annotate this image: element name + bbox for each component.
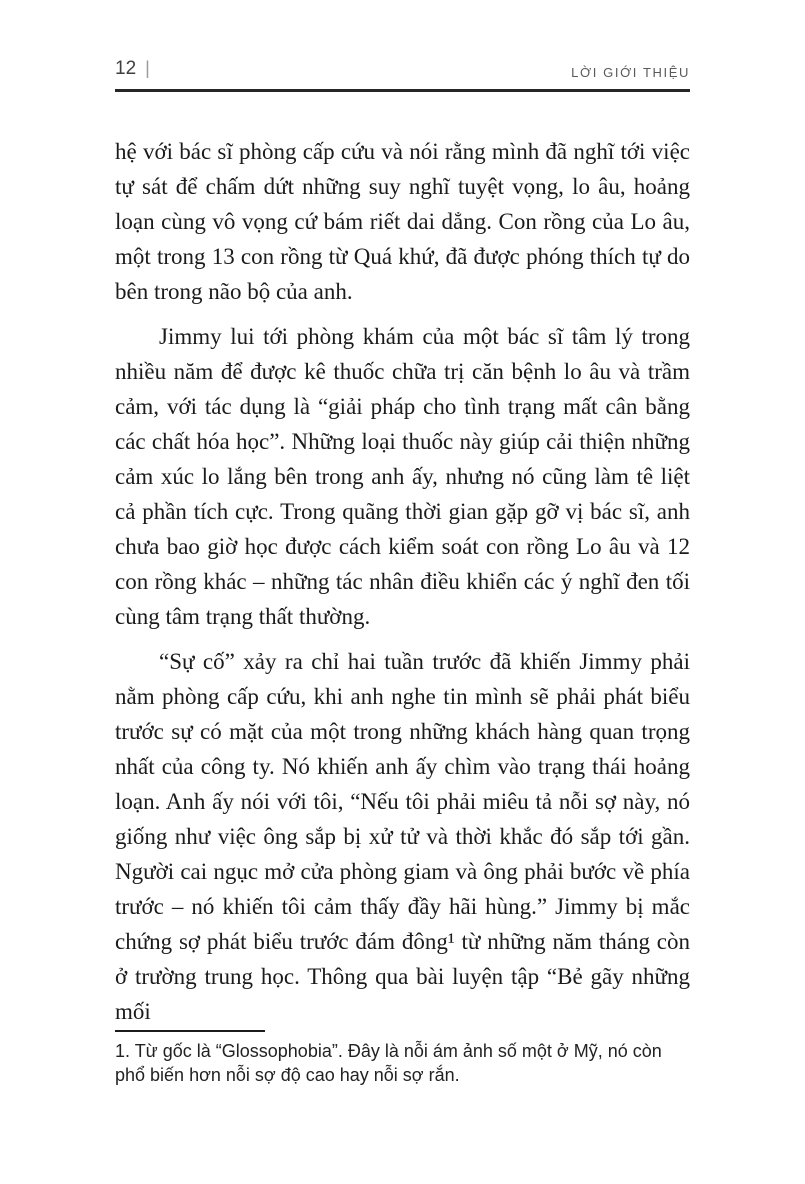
page-header-left bbox=[115, 58, 150, 80]
header-divider: | bbox=[145, 58, 150, 78]
page-header bbox=[115, 58, 690, 92]
footnote-separator bbox=[115, 1030, 265, 1032]
paragraph: “Sự cố” xảy ra chỉ hai tuần trước đã khiến Jimmy phải nằm phòng cấp cứu, khi anh nghe tin mình sẽ phải phát biểu trước sự có mặt của một trong những khách hàng quan trọng nhất của công ty. Nó khiến anh ấy chìm vào trạng thái hoảng loạn. Anh ấy nói với tôi, “Nếu tôi phải miêu tả nỗi sợ này, nó giống như việc ông sắp bị xử tử và thời khắc đó sắp tới gần. Người cai ngục mở cửa phòng giam và ông phải bước về phía trước – nó khiến tôi cảm thấy đầy hãi hùng.” Jimmy bị mắc chứng sợ phát biểu trước đám đông¹ từ những năm tháng còn ở trường trung học. Thông qua bài luyện tập “Bẻ gãy những mối bbox=[115, 649, 690, 1024]
body-text bbox=[115, 134, 690, 1029]
paragraph: Jimmy lui tới phòng khám của một bác sĩ tâm lý trong nhiều năm để được kê thuốc chữa trị căn bệnh lo âu và trầm cảm, với tác dụng là “giải pháp cho tình trạng mất cân bằng các chất hóa học”. Những loại thuốc này giúp cải thiện những cảm xúc lo lắng bên trong anh ấy, nhưng nó cũng làm tê liệt cả phần tích cực. Trong quãng thời gian gặp gỡ vị bác sĩ, anh chưa bao giờ học được cách kiểm soát con rồng Lo âu và 12 con rồng khác – những tác nhân điều khiển các ý nghĩ đen tối cùng tâm trạng thất thường. bbox=[115, 324, 690, 629]
footnote: 1. Từ gốc là “Glossophobia”. Đây là nỗi ám ảnh số một ở Mỹ, nó còn phổ biến hơn nỗi sợ độ cao hay nỗi sợ rắn. bbox=[115, 1041, 662, 1085]
running-title: LỜI GIỚI THIỆU bbox=[571, 65, 690, 80]
page-number: 12 bbox=[115, 58, 137, 79]
paragraph: hệ với bác sĩ phòng cấp cứu và nói rằng mình đã nghĩ tới việc tự sát để chấm dứt những suy nghĩ tuyệt vọng, lo âu, hoảng loạn cùng vô vọng cứ bám riết dai dẳng. Con rồng của Lo âu, một trong 13 con rồng từ Quá khứ, đã được phóng thích tự do bên trong não bộ của anh. bbox=[115, 139, 690, 304]
